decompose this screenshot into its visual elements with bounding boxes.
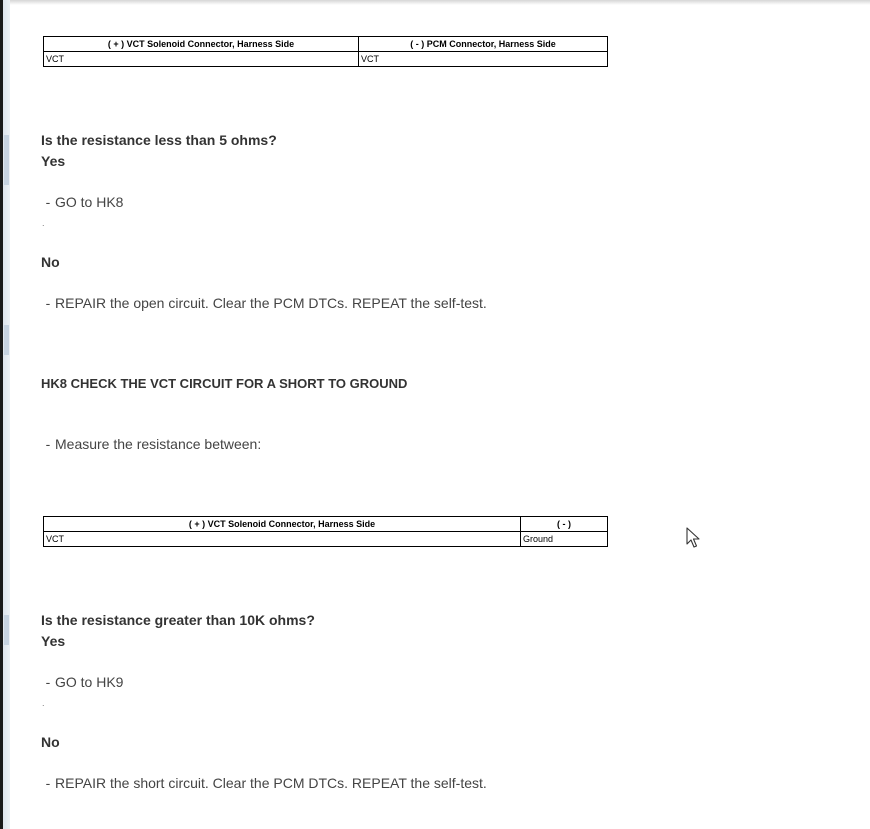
table-row — [44, 52, 608, 67]
question-text: Is the resistance greater than 10K ohms? — [41, 612, 315, 628]
table-header-cell: ( + ) VCT Solenoid Connector, Harness Side — [44, 517, 521, 532]
bullet-dash: - — [45, 194, 51, 210]
separator-dot: . — [42, 698, 45, 708]
table-cell: Ground — [521, 532, 608, 547]
no-action-text: REPAIR the open circuit. Clear the PCM DTCs. REPEAT the self-test. — [55, 295, 487, 311]
yes-action-text: GO to HK9 — [55, 674, 124, 690]
no-action-text: REPAIR the short circuit. Clear the PCM DTCs. REPEAT the self-test. — [55, 775, 487, 791]
table-header-cell: ( - ) PCM Connector, Harness Side — [359, 37, 608, 52]
yes-label: Yes — [41, 633, 66, 649]
question-text: Is the resistance less than 5 ohms? — [41, 132, 277, 148]
table-header-cell: ( + ) VCT Solenoid Connector, Harness Side — [44, 37, 359, 52]
table-cell: VCT — [44, 532, 521, 547]
no-label: No — [41, 734, 60, 750]
bullet-dash: - — [45, 295, 51, 311]
table-cell: VCT — [359, 52, 608, 67]
section-heading: HK8 CHECK THE VCT CIRCUIT FOR A SHORT TO GROUND — [41, 376, 408, 391]
separator-dot: . — [42, 218, 45, 228]
no-action — [41, 775, 487, 791]
no-label: No — [41, 254, 60, 270]
bullet-dash: - — [45, 674, 51, 690]
yes-action — [41, 194, 123, 210]
yes-label: Yes — [41, 153, 66, 169]
table-row — [44, 532, 608, 547]
connector-table-1 — [43, 36, 608, 67]
bullet-dash: - — [45, 436, 51, 452]
table-header-row — [44, 37, 608, 52]
table-cell: VCT — [44, 52, 359, 67]
mouse-pointer-icon — [686, 527, 702, 549]
bullet-dash: - — [45, 775, 51, 791]
connector-table-2 — [43, 516, 608, 547]
measure-step-text: Measure the resistance between: — [55, 436, 262, 452]
yes-action — [41, 674, 123, 690]
yes-action-text: GO to HK8 — [55, 194, 124, 210]
table-header-cell: ( - ) — [521, 517, 608, 532]
measure-step — [41, 436, 261, 452]
no-action — [41, 295, 487, 311]
table-header-row — [44, 517, 608, 532]
